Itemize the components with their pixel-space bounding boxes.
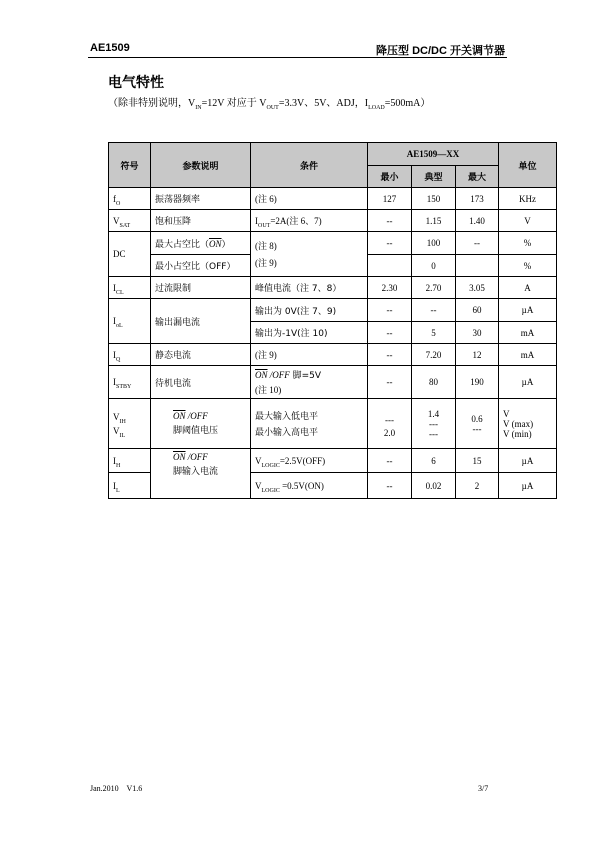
header-cond: 条件 — [251, 143, 368, 188]
cell-typ: 1.15 — [412, 210, 456, 232]
cell-cond: $V_{LOGIC}=2.5V(OFF)$ — [251, 449, 368, 473]
cell-typ: 1.4 --- --- — [412, 399, 456, 449]
cell-symbol: $I_L$ — [109, 473, 151, 499]
cell-symbol: $I_{CL}$ — [109, 277, 151, 299]
cell-unit: mA — [499, 344, 557, 366]
footer-date-version: Jan.2010 V1.6 — [90, 784, 143, 793]
cell-max: 12 — [456, 344, 499, 366]
cell-cond: 峰值电流（注 7、8） — [251, 277, 368, 299]
cell-typ: -- — [412, 299, 456, 322]
cell-param: 振荡器频率 — [151, 188, 251, 210]
section-title: 电气特性 — [108, 75, 164, 91]
conditions-note: （除非特别说明，$V_{IN}=12V$ 对应于 $V_{OUT}=3.3V$、5V、ADJ，$I_{LOAD}=500mA$） — [108, 98, 431, 111]
header-max: 最大 — [456, 166, 499, 188]
cell-symbol: $V_{IH}$ $V_{IL}$ — [109, 399, 151, 449]
cell-param: 待机电流 — [151, 366, 251, 399]
header-param: 参数说明 — [151, 143, 251, 188]
cell-cond: 输出为-1V(注 10) — [251, 322, 368, 344]
cell-typ: 100 — [412, 232, 456, 255]
table-row — [109, 210, 557, 232]
cell-max: 173 — [456, 188, 499, 210]
cell-typ: 0 — [412, 255, 456, 277]
cell-unit: µA — [499, 449, 557, 473]
cell-max: 15 — [456, 449, 499, 473]
cell-typ: 6 — [412, 449, 456, 473]
cell-typ: 7.20 — [412, 344, 456, 366]
cell-param: $\overline{ON}$ /OFF 脚输入电流 — [151, 449, 251, 499]
cell-min: -- — [368, 210, 412, 232]
cell-max: 1.40 — [456, 210, 499, 232]
cell-min: -- — [368, 366, 412, 399]
cell-typ: 0.02 — [412, 473, 456, 499]
cell-cond: 最大输入低电平 最小输入高电平 — [251, 399, 368, 449]
cell-unit: A — [499, 277, 557, 299]
cell-cond: $V_{LOGIC} =0.5V(ON)$ — [251, 473, 368, 499]
cell-cond: $\overline{ON}$ /OFF 脚=5V (注 10) — [251, 366, 368, 399]
cell-min: 2.30 — [368, 277, 412, 299]
cell-unit: % — [499, 255, 557, 277]
header-rule — [88, 57, 507, 58]
table-row — [109, 277, 557, 299]
page-number: 3/7 — [478, 784, 489, 793]
cell-param: 输出漏电流 — [151, 299, 251, 344]
cell-max: 2 — [456, 473, 499, 499]
cell-max: 0.6 --- — [456, 399, 499, 449]
cell-typ: 5 — [412, 322, 456, 344]
cell-cond: (注 9) — [251, 344, 368, 366]
cell-min: -- — [368, 344, 412, 366]
cell-symbol: $I_Q$ — [109, 344, 151, 366]
cell-unit: KHz — [499, 188, 557, 210]
header-symbol: 符号 — [109, 143, 151, 188]
cell-symbol: $f_O$ — [109, 188, 151, 210]
cell-min — [368, 255, 412, 277]
cell-unit: µA — [499, 299, 557, 322]
cell-min: -- — [368, 449, 412, 473]
cell-param: 最大占空比$(\overline{ON})$ — [151, 232, 251, 255]
cell-max: 3.05 — [456, 277, 499, 299]
cell-unit: % — [499, 232, 557, 255]
table-row — [109, 399, 557, 449]
cell-cond: $I_{OUT}=2A$(注 6、7) — [251, 210, 368, 232]
cell-param: $\overline{ON}$ /OFF 脚阈值电压 — [151, 399, 251, 449]
cell-min: -- — [368, 473, 412, 499]
cell-unit: µA — [499, 473, 557, 499]
cell-cond: 输出为 0V(注 7、9) — [251, 299, 368, 322]
cell-symbol: $V_{SAT}$ — [109, 210, 151, 232]
cell-symbol: $I_{STBY}$ — [109, 366, 151, 399]
cell-typ: 2.70 — [412, 277, 456, 299]
table-row — [109, 344, 557, 366]
cell-max — [456, 255, 499, 277]
doc-part-number: AE1509 — [90, 42, 130, 54]
header-typ: 典型 — [412, 166, 456, 188]
cell-min: 127 — [368, 188, 412, 210]
table-row — [109, 449, 557, 473]
table-row — [109, 299, 557, 322]
cell-unit: V — [499, 210, 557, 232]
cell-cond: (注 6) — [251, 188, 368, 210]
cell-symbol: $I_H$ — [109, 449, 151, 473]
cell-cond: (注 8) (注 9) — [251, 232, 368, 277]
table-row — [109, 366, 557, 399]
cell-param: 静态电流 — [151, 344, 251, 366]
cell-unit: V V (max) V (min) — [499, 399, 557, 449]
table-row — [109, 188, 557, 210]
cell-unit: mA — [499, 322, 557, 344]
cell-symbol: $I_{oL}$ — [109, 299, 151, 344]
cell-typ: 150 — [412, 188, 456, 210]
cell-param: 最小占空比（OFF） — [151, 255, 251, 277]
cell-min: -- — [368, 299, 412, 322]
table-header-row — [109, 143, 557, 166]
cell-param: 饱和压降 — [151, 210, 251, 232]
cell-typ: 80 — [412, 366, 456, 399]
cell-max: 60 — [456, 299, 499, 322]
cell-max: 30 — [456, 322, 499, 344]
doc-header-title: 降压型 DC/DC 开关调节器 — [376, 45, 505, 57]
cell-unit: µA — [499, 366, 557, 399]
header-unit: 单位 — [499, 143, 557, 188]
cell-max: 190 — [456, 366, 499, 399]
cell-max: -- — [456, 232, 499, 255]
header-min: 最小 — [368, 166, 412, 188]
cell-symbol: DC — [109, 232, 151, 277]
electrical-characteristics-table — [108, 142, 557, 499]
cell-min: --- 2.0 — [368, 399, 412, 449]
cell-param: 过流限制 — [151, 277, 251, 299]
cell-min: -- — [368, 232, 412, 255]
cell-min: -- — [368, 322, 412, 344]
header-group: AE1509—XX — [368, 143, 499, 166]
table-row — [109, 232, 557, 255]
